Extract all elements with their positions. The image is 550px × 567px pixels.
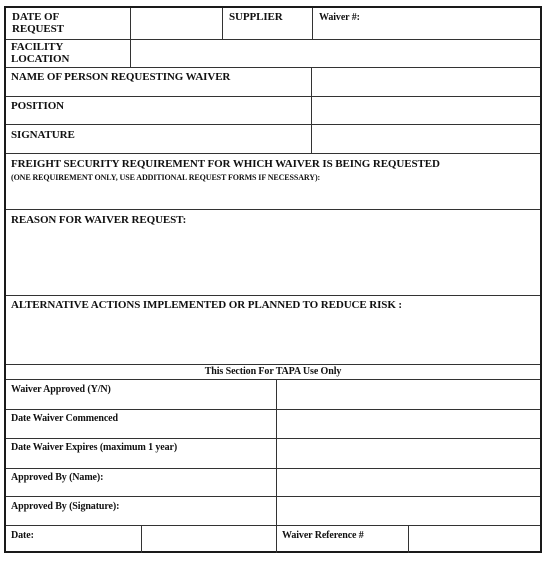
position-label: POSITION — [11, 100, 64, 112]
date-label-cell — [6, 526, 141, 553]
reason-title: REASON FOR WAIVER REQUEST: — [11, 214, 187, 226]
date-expires-label-cell — [6, 439, 276, 468]
reason-row[interactable] — [6, 210, 540, 296]
supplier-label: SUPPLIER — [229, 11, 283, 23]
date-label: Date: — [11, 530, 34, 541]
position-label-cell — [6, 97, 311, 124]
approved-by-signature-label-cell — [6, 497, 276, 525]
waiver-approved-label-cell — [6, 380, 276, 409]
signature-field[interactable] — [311, 125, 540, 153]
requester-name-label: NAME OF PERSON REQUESTING WAIVER — [11, 71, 231, 83]
date-commenced-label: Date Waiver Commenced — [11, 413, 118, 424]
date-of-request-label: DATE OF REQUEST — [12, 11, 64, 35]
supplier-cell[interactable] — [222, 8, 312, 39]
date-of-request-label-cell — [6, 8, 130, 39]
requester-name-row — [6, 68, 540, 97]
position-field[interactable] — [311, 97, 540, 124]
waiver-approved-field[interactable] — [276, 380, 540, 409]
requester-name-label-cell — [6, 68, 311, 96]
waiver-reference-field[interactable] — [408, 526, 540, 553]
date-commenced-row — [6, 410, 540, 439]
facility-location-label-cell — [6, 40, 130, 67]
waiver-number-cell[interactable] — [312, 8, 540, 39]
position-row — [6, 97, 540, 125]
approved-by-name-field[interactable] — [276, 469, 540, 496]
date-commenced-field[interactable] — [276, 410, 540, 438]
waiver-approved-label: Waiver Approved (Y/N) — [11, 384, 111, 395]
tapa-section-title-row — [6, 365, 540, 380]
date-commenced-label-cell — [6, 410, 276, 438]
approved-by-name-label-cell — [6, 469, 276, 496]
approved-by-signature-row — [6, 497, 540, 526]
signature-label: SIGNATURE — [11, 129, 75, 141]
waiver-reference-label: Waiver Reference # — [282, 530, 364, 541]
approved-by-name-label: Approved By (Name): — [11, 472, 104, 483]
date-reference-row — [6, 526, 540, 553]
waiver-reference-label-cell — [276, 526, 408, 553]
requirement-title: FREIGHT SECURITY REQUIREMENT FOR WHICH WAIVER IS BEING REQUESTED — [11, 158, 440, 170]
tapa-section-title: This Section For TAPA Use Only — [204, 366, 342, 377]
waiver-approved-row — [6, 380, 540, 410]
date-expires-label: Date Waiver Expires (maximum 1 year) — [11, 442, 178, 453]
alternative-row[interactable] — [6, 296, 540, 365]
requirement-note: (ONE REQUIREMENT ONLY, USE ADDITIONAL REQUEST FORMS IF NECESSARY): — [11, 173, 321, 182]
approved-by-name-row — [6, 469, 540, 497]
date-of-request-field[interactable] — [130, 8, 222, 39]
waiver-number-label: Waiver #: — [319, 12, 360, 23]
header-row — [6, 8, 540, 40]
facility-location-label: FACILITY LOCATION — [11, 41, 70, 65]
requester-name-field[interactable] — [311, 68, 540, 96]
signature-row — [6, 125, 540, 154]
approved-by-signature-label: Approved By (Signature): — [11, 501, 120, 512]
facility-row — [6, 40, 540, 68]
date-expires-field[interactable] — [276, 439, 540, 468]
date-field[interactable] — [141, 526, 276, 553]
approved-by-signature-field[interactable] — [276, 497, 540, 525]
alternative-title: ALTERNATIVE ACTIONS IMPLEMENTED OR PLANNED TO REDUCE RISK : — [11, 299, 402, 311]
signature-label-cell — [6, 125, 311, 153]
facility-location-field[interactable] — [130, 40, 540, 67]
date-expires-row — [6, 439, 540, 469]
waiver-request-form — [4, 6, 542, 553]
requirement-row[interactable] — [6, 154, 540, 210]
